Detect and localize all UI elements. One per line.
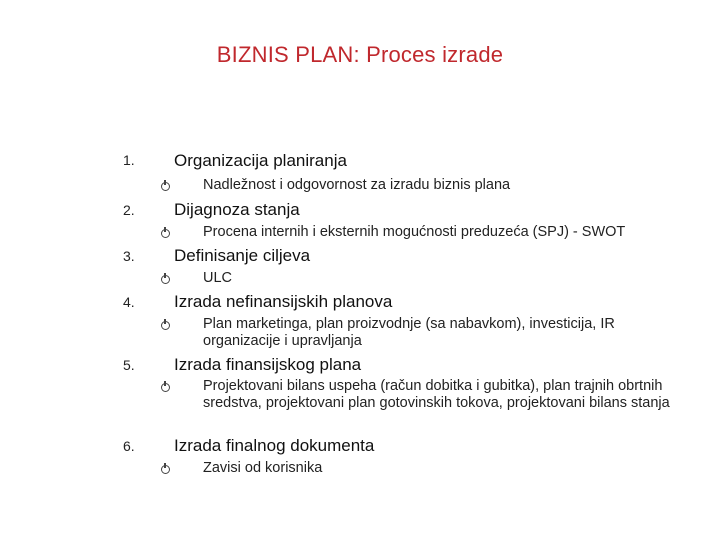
item-4-number: 4. [123, 294, 135, 310]
item-5-sub: Projektovani bilans uspeha (račun dobitka i gubitka), plan trajnih obrtnih sredstva, projektovani plan gotovinskih tokova, projektovani bilans stanja [203, 378, 670, 411]
power-bullet-icon [160, 319, 170, 333]
item-3-sub: ULC [203, 270, 233, 286]
item-6-sub: Zavisi od korisnika [203, 460, 323, 476]
item-2-heading: Dijagnoza stanja [174, 200, 300, 219]
item-1-heading: Organizacija planiranja [174, 151, 347, 170]
item-5-number: 5. [123, 357, 135, 373]
item-6-number: 6. [123, 438, 135, 454]
item-4-sub: Plan marketinga, plan proizvodnje (sa nabavkom), investicija, IR organizacije i upravljanja [203, 316, 615, 349]
item-1-sub: Nadležnost i odgovornost za izradu biznis plana [203, 177, 511, 193]
item-6-heading: Izrada finalnog dokumenta [174, 436, 375, 455]
power-bullet-icon [160, 180, 170, 194]
item-5-heading: Izrada finansijskog plana [174, 355, 362, 374]
item-2-number: 2. [123, 202, 135, 218]
power-bullet-icon [160, 381, 170, 395]
item-1-number: 1. [123, 152, 135, 168]
power-bullet-icon [160, 227, 170, 241]
item-4-heading: Izrada nefinansijskih planova [174, 292, 393, 311]
item-3-number: 3. [123, 248, 135, 264]
item-3-heading: Definisanje ciljeva [174, 246, 311, 265]
slide-title: BIZNIS PLAN: Proces izrade [216, 42, 504, 67]
item-2-sub: Procena internih i eksternih mogućnosti preduzeća (SPJ) - SWOT [203, 224, 626, 240]
power-bullet-icon [160, 463, 170, 477]
power-bullet-icon [160, 273, 170, 287]
